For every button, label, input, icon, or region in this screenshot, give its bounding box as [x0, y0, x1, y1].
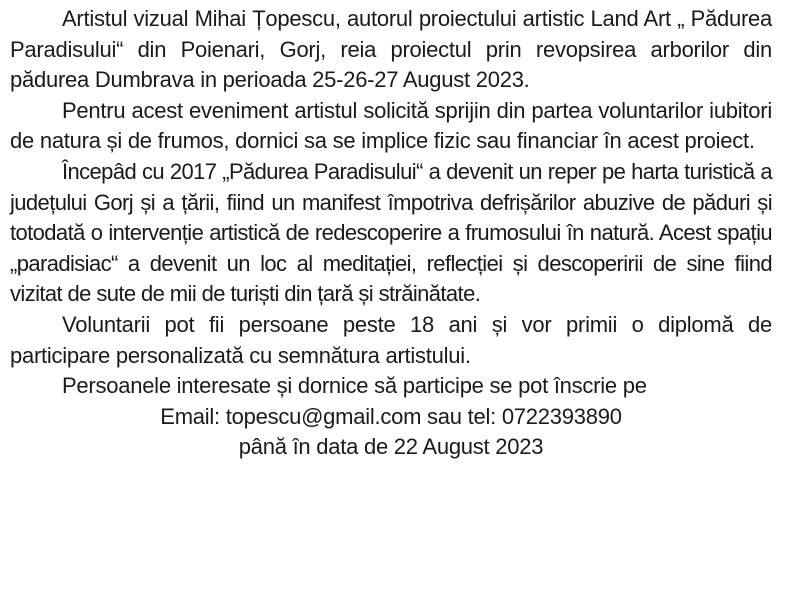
- contact-info: Email: topescu@gmail.com sau tel: 0722393890: [160, 403, 622, 429]
- paragraph-history: Începâd cu 2017 „Pădurea Paradisului“ a devenit un reper pe harta turistică a județului Gorj și a țării, fiind un manifest împotriva defrișărilor abuzive de păduri și totodată o intervenție artistică de redescoperire a frumosului în natură. Acest spațiu „paradisiac“ a devenit un loc al meditației, reflecției și descoperirii de sine fiind vizitat de sute de mii de turiști din țară și străinătate.: [10, 158, 772, 307]
- paragraph-volunteer-details: Voluntarii pot fii persoane peste 18 ani și vor primii o diplomă de participare personalizată cu semnătura artistului.: [10, 311, 772, 368]
- deadline-line: până în data de 22 August 2023: [238, 434, 544, 460]
- signup-instructions: Persoanele interesate și dornice să participe se pot înscrie pe: [62, 373, 647, 399]
- contact-block: [10, 371, 772, 463]
- paragraph-intro: Artistul vizual Mihai Țopescu, autorul proiectului artistic Land Art „ Pădurea Paradisului“ din Poienari, Gorj, reia proiectul prin revopsirea arborilor din pădurea Dumbrava in perioada 25-26-27 August 2023.: [10, 6, 772, 93]
- announcement-document: [10, 4, 772, 463]
- paragraph-volunteers-request: Pentru acest eveniment artistul solicită sprijin din partea voluntarilor iubitori de natura și de frumos, dornici sa se implice fizic sau financiar în acest proiect.: [10, 97, 772, 154]
